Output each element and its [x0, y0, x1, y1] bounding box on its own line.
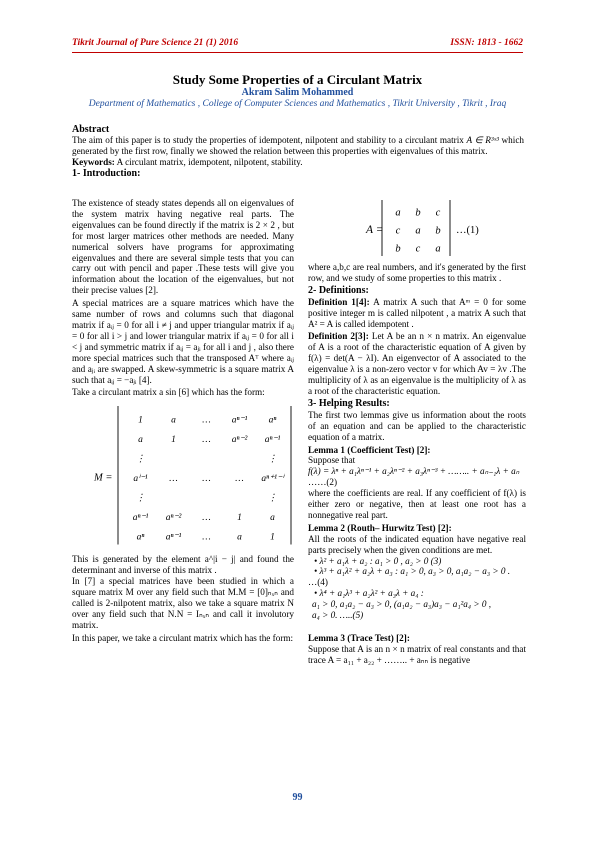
matrix-entry: aⁿ — [136, 532, 145, 543]
keywords-label: Keywords: — [72, 157, 115, 167]
condition-cubic: • λ³ + a₁λ² + a₂λ + a₃ : a₁ > 0, a₃ > 0, a₁a₂ − a₃ > 0 . — [314, 566, 511, 577]
journal-issn: ISSN: 1813 - 1662 — [450, 38, 523, 48]
intro-paragraph-3: Take a circulant matrix a sin [6] which has the form: — [72, 387, 265, 398]
abstract-heading: Abstract — [72, 124, 110, 135]
matrix-lhs: A = — [366, 224, 384, 236]
matrix-entry: aⁿ⁻¹ — [132, 513, 149, 524]
intro-paragraph-2: A special matrices are a square matrices which have the same number of rows and columns such that diagonal matrix if aᵢⱼ = 0 for all i ≠ j and upper triangular matrix if aᵢⱼ = 0 for all i > j and lower triangular matrix if aᵢⱼ = 0 for all i < j and symmetric matrix if aᵢⱼ = aⱼᵢ for all i and j , also there more special matrices such that the transposed Aᵀ where aᵢⱼ and aⱼᵢ are swapped. A skew-symmetric is a square matrix A such that aᵢⱼ = −aⱼᵢ [4]. — [72, 298, 294, 385]
matrix-entry: … — [202, 532, 211, 543]
lemma-1-equation-number: ……(2) — [308, 477, 338, 488]
keywords-text: A circulant matrix, idempotent, nilpotent, stability. — [114, 157, 303, 167]
condition-quadratic: • λ² + a₁λ + a₂ : a₁ > 0 , a₂ > 0 (3) — [314, 555, 442, 566]
condition-cubic-number: …(4) — [308, 577, 328, 588]
matrix-a-description: where a,b,c are real numbers, and it's generated by the first row, and we study of some properties to this matrix . — [308, 262, 526, 283]
lemma-2-title: Lemma 2 (Routh– Hurwitz Test) [2]: — [308, 522, 452, 533]
paper-author: Akram Salim Mohammed — [241, 87, 354, 98]
matrix-entry: c — [395, 225, 401, 237]
definition-2-text: Let A be an n × n matrix. An eigenvalue of A is a root of the characteristic equation of A given by f(λ) = det(A − λI). An eigenvector of A associated to the eigenvalue λ is a non-zero vector v for which Av = λv .The multiplicity of λ as an eigenvalue is the multiplicity of λ as a root of the characteristic equation. — [308, 331, 526, 396]
intro-paragraph-1: The existence of steady states depends all on eigenvalues of the system matrix having negative real parts. The eigenvalues can be found directly if the matrix is 2 × 2 , but for most larger matrices other methods are needed. Many numerical solvers have programs for approximating eigenvalues and there are several simple tests that you can carry out with pencil and paper .These tests will give you information about the location of the eigenvalues, but not their precise values [2]. — [72, 198, 294, 296]
matrix-entry: b — [395, 243, 401, 255]
matrix-entry: ⋮ — [267, 493, 278, 504]
matrix-entry: aⁿ⁻² — [165, 513, 182, 524]
definition-1-text: A matrix A such that Aᵐ = 0 for some positive integer m is called nilpotent , a matrix A such that A² = A is called idempotent . — [308, 296, 526, 329]
matrix-entry: aⁿ⁻¹ — [264, 435, 281, 446]
intro-paragraph-6: In this paper, we take a circulant matrix which has the form: — [72, 632, 294, 643]
matrix-entry: a — [237, 532, 242, 543]
helping-results-heading: 3- Helping Results: — [308, 397, 390, 409]
lemma-1-equation: f(λ) = λⁿ + a₁λⁿ⁻¹ + a₂λⁿ⁻² + a₃λⁿ⁻³ + …….. + aₙ₋₁λ + aₙ — [308, 466, 520, 477]
matrix-entry: aⁿ⁻¹ — [231, 415, 248, 426]
matrix-entry: … — [169, 474, 178, 485]
right-column — [308, 198, 526, 666]
matrix-entry: a — [171, 415, 176, 426]
matrix-entry: b — [435, 225, 441, 237]
abstract-text-c: which generated by the first row, finally we showed the relation between this properties with eigenvalues of this matrix. — [72, 135, 524, 156]
lemma-1-text: where the coefficients are real. If any coefficient of f(λ) is either zero or negative, then at least one root has a nonnegative real part. — [308, 488, 526, 520]
abstract-body — [72, 135, 524, 157]
paper-affiliation: Department of Mathematics , College of Computer Sciences and Mathematics , Tikrit University , Tikrit , Iraq — [88, 99, 507, 109]
lemma-1-title: Lemma 1 (Coefficient Test) [2]: — [308, 444, 431, 455]
matrix-a — [308, 198, 526, 260]
condition-quartic: • λ⁴ + a₁λ³ + a₂λ² + a₃λ + a₄ : — [314, 588, 424, 599]
matrix-m-block — [72, 402, 294, 550]
matrix-entry: aⁿ⁻² — [231, 435, 248, 446]
equation-number: …(1) — [456, 225, 479, 236]
matrix-entry: ⋮ — [135, 493, 146, 504]
matrix-entry: a — [270, 513, 275, 524]
condition-quartic-terms-2: a₄ > 0. …..(5) — [312, 610, 364, 621]
matrix-entry: 1 — [138, 415, 143, 426]
lemma-3-text: Suppose that A is an n × n matrix of real constants and that trace A = a₁₁ + a₂₂ + …….. + aₙₙ is negative — [308, 643, 526, 665]
left-column — [72, 198, 294, 644]
definition-1-label: Definition 1[4]: — [308, 296, 370, 307]
definition-2 — [308, 331, 526, 396]
matrix-entry: aⁱ⁻¹ — [133, 474, 148, 485]
intro-heading: 1- Introduction: — [72, 168, 141, 179]
matrix-entry: c — [415, 243, 421, 255]
matrix-entry: aⁿ⁻¹ — [165, 532, 182, 543]
matrix-entry: aⁿ — [268, 415, 277, 426]
lemma-1-suppose: Suppose that — [308, 455, 356, 466]
matrix-entry: a — [138, 435, 143, 446]
paper-title: Study Some Properties of a Circulant Matrix — [172, 72, 423, 87]
matrix-entry: ⋮ — [135, 454, 146, 465]
matrix-entry: … — [202, 513, 211, 524]
matrix-entry: ⋮ — [267, 454, 278, 465]
matrix-entry: a — [395, 207, 401, 219]
intro-paragraph-5: In [7] a special matrices have been studied in which a square matrix M over any field such that M.M = [0]ₙₓₙ and called is 2-nilpotent matrix, also we take a square matrix N over any field such that N.N = Iₙₓₙ and call it involutory matrix. — [72, 576, 294, 630]
definitions-heading: 2- Definitions: — [308, 284, 369, 296]
matrix-entry: … — [235, 474, 244, 485]
definition-2-label: Definition 2[3]: — [308, 331, 369, 342]
matrix-entry: aⁿ⁺¹⁻ⁱ — [261, 474, 284, 485]
matrix-a-block — [308, 198, 526, 260]
abstract-math: A ∈ R³ˣ³ — [466, 135, 499, 145]
header-divider — [72, 52, 523, 53]
matrix-entry: … — [202, 415, 211, 426]
matrix-entry: 1 — [171, 435, 176, 446]
matrix-entry: … — [202, 474, 211, 485]
matrix-entry: a — [435, 243, 441, 255]
matrix-entry: a — [415, 225, 421, 237]
keywords-line — [72, 157, 524, 168]
page-number: 99 — [292, 792, 303, 803]
abstract-text-a: The aim of this paper is to study the properties of idempotent, nilpotent and stability to a circulant matrix — [72, 135, 464, 145]
lemma-2-text: All the roots of the indicated equation have negative real parts precisely when the given conditions are met. — [308, 533, 526, 555]
definition-1 — [308, 297, 526, 330]
matrix-lhs: M = — [94, 472, 113, 484]
matrix-entry: … — [202, 435, 211, 446]
matrix-entry: 1 — [270, 532, 275, 543]
matrix-m — [72, 402, 294, 550]
journal-name: Tikrit Journal of Pure Science 21 (1) 2016 — [72, 38, 239, 48]
matrix-entry: c — [435, 207, 441, 219]
lemma-3-title: Lemma 3 (Trace Test) [2]: — [308, 633, 410, 643]
matrix-entry: 1 — [237, 513, 242, 524]
abstract-section — [72, 124, 524, 179]
journal-header — [72, 38, 523, 52]
helping-results-text: The first two lemmas give us information about the roots of an equation and can be applied to the characteristic equation of a matrix. — [308, 409, 526, 442]
matrix-entry: b — [415, 207, 421, 219]
intro-paragraph-4: This is generated by the element a^|i − j| and found the determinant and inverse of this matrix . — [72, 554, 294, 576]
condition-quartic-terms: a₁ > 0, a₁a₂ − a₃ > 0, (a₁a₂ − a₃)a₃ − a₁²a₄ > 0 , — [312, 599, 492, 610]
